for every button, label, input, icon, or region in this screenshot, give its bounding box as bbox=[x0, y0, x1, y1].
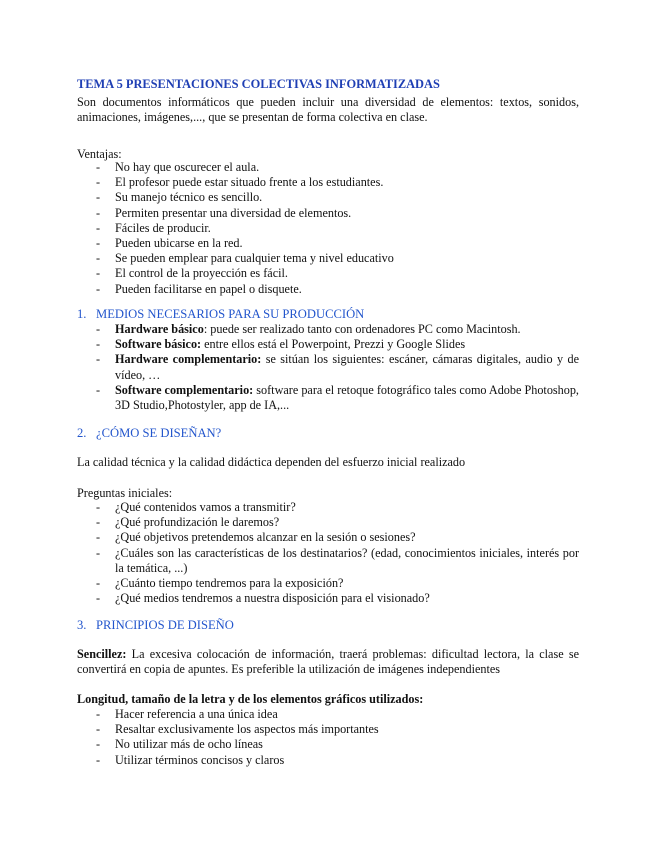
item-label: Software complementario: bbox=[115, 382, 254, 397]
section1-title: MEDIOS NECESARIOS PARA SU PRODUCCIÓN bbox=[96, 307, 365, 321]
list-item: - Se pueden emplear para cualquier tema y nivel educativo bbox=[77, 251, 579, 266]
list-item: - El profesor puede estar situado frente a los estudiantes. bbox=[77, 175, 579, 190]
list-item bbox=[77, 383, 579, 413]
calidad-paragraph: La calidad técnica y la calidad didáctica dependen del esfuerzo inicial realizado bbox=[77, 455, 466, 469]
section1-number: 1. bbox=[77, 307, 87, 321]
list-item: - ¿Qué objetivos pretendemos alcanzar en la sesión o sesiones? bbox=[77, 530, 579, 545]
section1-heading bbox=[77, 307, 579, 322]
item-text: entre ellos está el Powerpoint, Prezzi y Google Slides bbox=[201, 337, 466, 352]
list-item: - Hacer referencia a una única idea bbox=[77, 707, 579, 722]
preguntas-label: Preguntas iniciales: bbox=[77, 486, 173, 500]
item-text: software para el retoque fotográfico tales como Adobe Photoshop, 3D Studio,Photostyler, app de IA,... bbox=[115, 382, 579, 413]
list-item: - Fáciles de producir. bbox=[77, 221, 579, 236]
item-text: : puede ser realizado tanto con ordenadores PC como Macintosh. bbox=[203, 322, 521, 336]
longitud-heading bbox=[77, 692, 579, 707]
list-item: - Su manejo técnico es sencillo. bbox=[77, 190, 579, 205]
list-item: - No utilizar más de ocho líneas bbox=[77, 737, 579, 752]
list-item: - ¿Qué contenidos vamos a transmitir? bbox=[77, 500, 579, 515]
list-item: - ¿Qué profundización le daremos? bbox=[77, 515, 579, 530]
list-item: - Pueden facilitarse en papel o disquete. bbox=[77, 282, 579, 297]
list-item: - Resaltar exclusivamente los aspectos más importantes bbox=[77, 722, 579, 737]
section2-heading bbox=[77, 426, 579, 441]
list-item: - ¿Cuáles son las características de los destinatarios? (edad, conocimientos iniciales, interés por la temática, ...) bbox=[77, 546, 579, 576]
ventajas-label: Ventajas: bbox=[77, 147, 122, 161]
section2-title: ¿CÓMO SE DISEÑAN? bbox=[96, 426, 222, 440]
item-label: Hardware básico bbox=[115, 322, 204, 336]
list-item: - ¿Cuánto tiempo tendremos para la exposición? bbox=[77, 576, 579, 591]
list-item: - No hay que oscurecer el aula. bbox=[77, 160, 579, 175]
sencillez-paragraph bbox=[77, 647, 579, 677]
sencillez-label: Sencillez: bbox=[77, 647, 127, 661]
list-item: - Permiten presentar una diversidad de elementos. bbox=[77, 206, 579, 221]
section1-list bbox=[77, 322, 579, 413]
list-item bbox=[77, 322, 579, 337]
list-item: - El control de la proyección es fácil. bbox=[77, 266, 579, 281]
longitud-list bbox=[77, 707, 579, 768]
document-title: TEMA 5 PRESENTACIONES COLECTIVAS INFORMATIZADAS bbox=[77, 77, 440, 91]
section3-heading bbox=[77, 618, 579, 633]
list-item: - Utilizar términos concisos y claros bbox=[77, 753, 579, 768]
section2-number: 2. bbox=[77, 426, 87, 440]
longitud-title: Longitud, tamaño de la letra y de los elementos gráficos utilizados: bbox=[77, 692, 424, 706]
section3-number: 3. bbox=[77, 618, 87, 632]
item-label: Hardware complementario: bbox=[115, 352, 262, 367]
intro-paragraph: Son documentos informáticos que pueden incluir una diversidad de elementos: textos, sonidos, animaciones, imágenes,..., que se presentan de forma colectiva en clase. bbox=[77, 95, 579, 125]
list-item bbox=[77, 352, 579, 382]
list-item: - Pueden ubicarse en la red. bbox=[77, 236, 579, 251]
item-text: se sitúan los siguientes: escáner, cámaras digitales, audio y de vídeo, … bbox=[115, 352, 579, 382]
section3-title: PRINCIPIOS DE DISEÑO bbox=[96, 618, 234, 632]
item-label: Software básico: bbox=[115, 337, 202, 352]
ventajas-list bbox=[77, 160, 579, 297]
preguntas-list bbox=[77, 500, 579, 606]
list-item: - ¿Qué medios tendremos a nuestra disposición para el visionado? bbox=[77, 591, 579, 606]
list-item bbox=[77, 337, 579, 352]
sencillez-text: La excesiva colocación de información, traerá problemas: dificultad lectora, la clase se convertirá en copia de apuntes. Es preferible la utilización de imágenes independientes bbox=[77, 647, 579, 677]
